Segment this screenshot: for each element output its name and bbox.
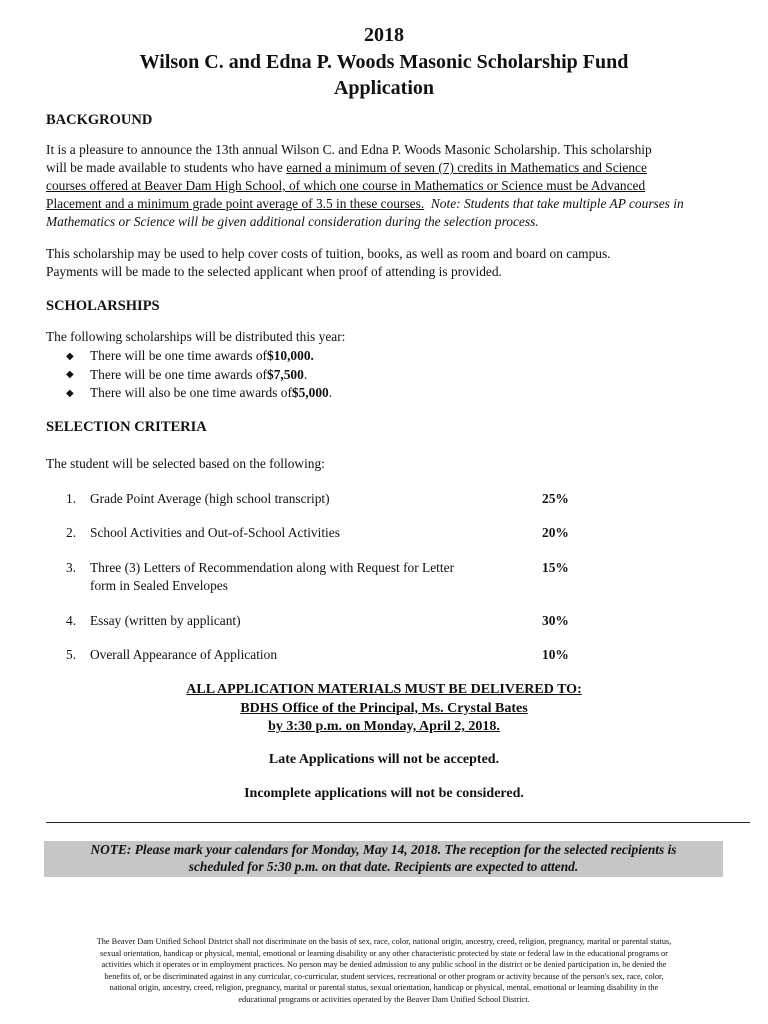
delivery-line-2: BDHS Office of the Principal, Ms. Crystal Bates bbox=[240, 700, 528, 716]
delivery-block bbox=[0, 682, 768, 738]
payment-line-2: Payments will be made to the selected applicant when proof of attending is provided. bbox=[46, 264, 502, 279]
document-title: Wilson C. and Edna P. Woods Masonic Scholarship Fund bbox=[139, 51, 629, 73]
background-note-start: Note: Students that take multiple AP courses in bbox=[430, 196, 684, 211]
reception-note-line-1: NOTE: Please mark your calendars for Monday, May 14, 2018. The reception for the selected recipients is bbox=[90, 842, 677, 857]
delivery-line-1: ALL APPLICATION MATERIALS MUST BE DELIVERED TO: bbox=[186, 682, 582, 697]
incomplete-notice: Incomplete applications will not be considered. bbox=[244, 786, 524, 801]
background-paragraph bbox=[46, 141, 746, 231]
selection-heading: SELECTION CRITERIA bbox=[46, 419, 207, 435]
diamond-bullet-icon: ◆ bbox=[66, 350, 74, 362]
nondiscrimination-footer: The Beaver Dam Unified School District shall not discriminate on the basis of sex, race, color, national origin, ancestry, creed, religion, pregnancy, marital or parental status, sexual orientation, handicap or physical, mental, emotional or learning disability or any other characteristic protected by state or federal law in the educational programs or activities which it operates or in employment practices. No person may be denied admission to any public school in the district or be denied participation in, be denied the benefits of, or be discriminated against in any curricular, co-curricular, student services, recreational or other program or activity because of the person's sex, race, color, national origin, ancestry, creed, religion, pregnancy, marital or parental status, sexual orientation, handicap or physical, mental, emotional or learning disability in the educational programs or activities operated by the Beaver Dam Unified School District. bbox=[96, 937, 672, 1004]
application-page: 2018 Wilson C. and Edna P. Woods Masonic Scholarship Fund Application BACKGROUND It is a pleasure to announce the 13th annual Wilson C. and Edna P. Woods Masonic Scholarship. This scholarship will be made available to students who have earned a minimum of seven (7) credits in Mathematics and Science courses offered at Beaver Dam High School, of which one course in Mathematics or Science must be Advanced Placement and a minimum grade point average of 3.5 in these courses. Note: Students that take multiple AP courses in Mathematics or Science will be given additional consideration during the selection process. This scholarship may be used to help cover costs of tuition, books, as well as room and board on campus. Payments will be made to the selected applicant when proof of attending is provided. SCHOLARSHIPS The following scholarships will be distributed this year: ◆ There will be one time awards of $10,000 . ◆ There will be one time awards of $7,500 . ◆ There will also be one time awards of $5,000 . SELECTION CRITERIA The student will be selected based on the following: 1. Grade Point Average (high school transcript) 25% 2. School Activities and Out-of-School Activities 20% 3. Three (3) Letters of Recommendation along with Request for Letter form in Sealed Envelopes 15% 4. Essay (written by applicant) 30% 5. Overall Appearance of Application 10% ALL APPLICATION MATERIALS MUST BE DELIVERED TO: BDHS Office of the Principal, Ms. Crystal Bates by 3:30 p.m. on Monday, April 2, 2018. Late Applications will not be accepted. Incomplete applications will not be considered. NOTE: Please mark your calendars for Monday, May 14, 2018. The reception for the selected recipients is scheduled for 5:30 p.m. on that date. Recipients are expected to attend. The Beaver Dam Unified School District shall not discriminate on the basis of sex, race, color, national origin, ancestry, creed, religion, pregnancy, marital or parental status, sexual orientation, handicap or physical, mental, emotional or learning disability or any other characteristic protected by state or federal law in the educational programs or activities which it operates or in employment practices. No person may be denied admission to any public school in the district or be denied participation in, be denied the benefits of, or be discriminated against in any curricular, co-curricular, student services, recreational or other program or activity because of the person's sex, race, color, national origin, ancestry, creed, religion, pregnancy, marital or parental status, sexual orientation, handicap or physical, mental, emotional or learning disability in the educational programs or activities operated by the Beaver Dam Unified School District. bbox=[0, 0, 768, 1024]
criteria-text: School Activities and Out-of-School Activities bbox=[90, 525, 340, 540]
background-note-end: Mathematics or Science will be given additional consideration during the selection process. bbox=[46, 214, 539, 229]
background-line-4 bbox=[46, 195, 746, 213]
background-line-2-plain: will be made available to students who have bbox=[46, 160, 287, 175]
criteria-weight: 10% bbox=[542, 647, 569, 662]
scholarship-item: ◆ There will be one time awards of $7,500 . bbox=[66, 366, 308, 382]
scholarships-intro: The following scholarships will be distributed this year: bbox=[46, 329, 346, 344]
background-line-2-underlined: earned a minimum of seven (7) credits in Mathematics and Science bbox=[286, 160, 647, 175]
background-heading: BACKGROUND bbox=[46, 112, 153, 128]
scholarship-list bbox=[66, 347, 332, 403]
payment-paragraph bbox=[46, 245, 746, 281]
criteria-weight: 30% bbox=[542, 613, 569, 628]
selection-intro: The student will be selected based on the following: bbox=[46, 456, 325, 471]
diamond-bullet-icon: ◆ bbox=[66, 369, 74, 381]
criteria-weight: 15% bbox=[542, 560, 569, 575]
scholarships-heading: SCHOLARSHIPS bbox=[46, 298, 160, 314]
scholarship-item: ◆ There will be one time awards of $10,000 . bbox=[66, 348, 314, 364]
background-line-1: It is a pleasure to announce the 13th annual Wilson C. and Edna P. Woods Masonic Scholarship. This scholarship bbox=[46, 142, 652, 157]
reception-note-line-2: scheduled for 5:30 p.m. on that date. Recipients are expected to attend. bbox=[188, 859, 579, 874]
criteria-text: Overall Appearance of Application bbox=[90, 647, 278, 662]
criteria-text: Essay (written by applicant) bbox=[90, 613, 241, 628]
award-amount: $5,000 bbox=[291, 385, 329, 401]
year-title: 2018 bbox=[364, 24, 404, 46]
criteria-weight: 20% bbox=[542, 525, 569, 540]
criteria-text: Grade Point Average (high school transcript) bbox=[90, 491, 330, 506]
delivery-deadline: by 3:30 p.m. on Monday, April 2, 2018. bbox=[268, 719, 500, 734]
scholarship-item: ◆ There will also be one time awards of $5,000 . bbox=[66, 385, 333, 401]
reception-note-box bbox=[44, 841, 723, 877]
document-subtitle: Application bbox=[333, 77, 435, 99]
divider bbox=[46, 822, 750, 823]
criteria-weight: 25% bbox=[542, 491, 569, 506]
award-amount: $10,000 bbox=[267, 348, 311, 364]
diamond-bullet-icon: ◆ bbox=[66, 387, 74, 399]
payment-line-1: This scholarship may be used to help cover costs of tuition, books, as well as room and board on campus. bbox=[46, 246, 611, 261]
late-notice: Late Applications will not be accepted. bbox=[268, 752, 500, 767]
award-amount: $7,500 bbox=[267, 366, 304, 382]
background-line-2 bbox=[46, 159, 746, 177]
criteria-text: Three (3) Letters of Recommendation along with Request for Letter form in Sealed Envelopes bbox=[90, 560, 455, 593]
background-line-4-underlined: Placement and a minimum grade point average of 3.5 in these courses. bbox=[46, 196, 425, 211]
background-line-3: courses offered at Beaver Dam High School, of which one course in Mathematics or Science must be Advanced bbox=[46, 178, 646, 193]
